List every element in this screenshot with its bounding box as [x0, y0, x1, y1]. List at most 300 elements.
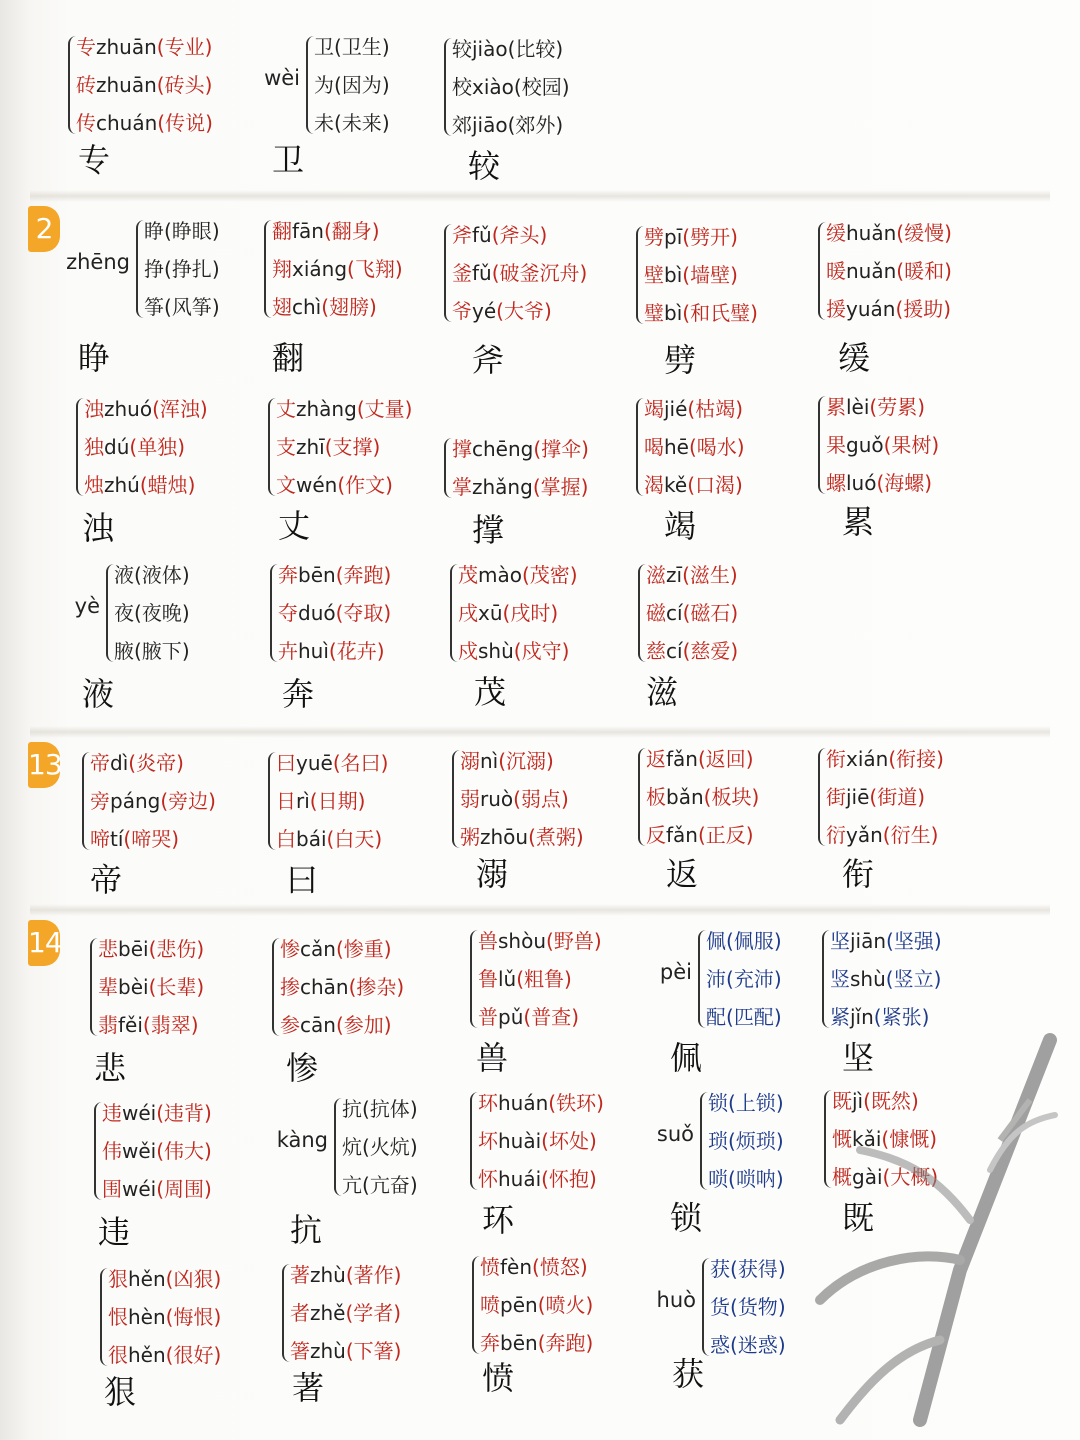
character: 兽 [478, 929, 498, 953]
character: 普 [478, 1005, 498, 1029]
brace-bracket [334, 1098, 342, 1196]
pinyin: zhuó [104, 397, 153, 421]
paren-close: ) [204, 35, 213, 59]
key-character: 惨 [286, 1049, 319, 1087]
example-word: 口渴 [695, 473, 735, 497]
paren-open: ( [895, 297, 904, 321]
paren-close: ) [775, 1167, 784, 1191]
shared-pinyin: huò [656, 1288, 696, 1312]
paren-open: ( [882, 1165, 891, 1189]
paren-close: ) [730, 601, 739, 625]
example-word: 参加 [343, 1013, 384, 1037]
example-word: 劈开 [690, 225, 731, 249]
paren-close: ) [196, 975, 205, 999]
char-group [656, 1084, 784, 1198]
pinyin: páng [110, 789, 161, 813]
character: 佩 [706, 929, 726, 953]
char-entry [478, 998, 602, 1036]
paren-close: ) [588, 1167, 597, 1191]
key-character: 浊 [82, 509, 115, 547]
char-entry [708, 1160, 784, 1198]
char-list [268, 744, 388, 858]
char-entry [706, 922, 782, 960]
character: 掌 [452, 475, 472, 499]
example-word: 学者 [353, 1301, 394, 1325]
paren-close: ) [933, 929, 942, 953]
brace-bracket [450, 564, 458, 662]
example-word: 大概 [890, 1165, 931, 1189]
paren-open: ( [337, 473, 346, 497]
paren-close: ) [775, 1091, 784, 1115]
char-entry [276, 466, 412, 504]
brace-bracket [94, 1102, 102, 1200]
paren-open: ( [334, 111, 342, 135]
char-group [82, 744, 216, 858]
example-word: 迷惑 [737, 1333, 778, 1357]
char-entry [478, 1084, 604, 1122]
paren-open: ( [726, 967, 734, 991]
character: 夜 [114, 601, 134, 625]
example-word: 戌时 [510, 601, 551, 625]
brace-bracket [444, 38, 452, 136]
paren-open: ( [157, 111, 166, 135]
brace-bracket [702, 1258, 710, 1356]
character: 街 [826, 785, 846, 809]
paren-open: ( [728, 1091, 736, 1115]
character: 坏 [478, 1129, 498, 1153]
pinyin: shù [478, 639, 514, 663]
example-word: 煮粥 [535, 825, 576, 849]
paren-close: ) [579, 1255, 588, 1279]
example-word: 卫生 [341, 35, 382, 59]
character: 茂 [458, 563, 478, 587]
paren-close: ) [383, 563, 392, 587]
example-word: 亢奋 [369, 1173, 410, 1197]
char-entry [278, 632, 391, 670]
paren-close: ) [944, 221, 952, 245]
example-word: 磁石 [690, 601, 731, 625]
paren-close: ) [777, 1257, 786, 1281]
example-word: 铁环 [556, 1091, 597, 1115]
char-list [444, 216, 587, 330]
char-list [470, 922, 602, 1036]
char-entry [460, 780, 584, 818]
char-group [450, 556, 578, 670]
paren-open: ( [697, 823, 706, 847]
paren-close: ) [383, 937, 392, 961]
char-entry [646, 778, 759, 816]
character: 翡 [98, 1013, 118, 1037]
paren-close: ) [539, 223, 548, 247]
character: 挣 [144, 257, 164, 281]
example-word: 坏处 [548, 1129, 589, 1153]
pinyin: wéi [122, 1101, 157, 1125]
key-character: 违 [98, 1213, 131, 1251]
brace-bracket [444, 224, 452, 322]
paren-open: ( [728, 1129, 736, 1153]
brace-bracket [636, 226, 644, 324]
brace-bracket [272, 938, 280, 1036]
character: 炕 [342, 1135, 362, 1159]
pinyin: huán [498, 1091, 549, 1115]
paren-open: ( [521, 563, 530, 587]
character: 戌 [458, 601, 478, 625]
character: 璧 [644, 301, 664, 325]
brace-bracket [470, 930, 478, 1028]
paren-open: ( [537, 1331, 546, 1355]
char-list [818, 388, 939, 502]
example-word: 很好 [173, 1343, 214, 1367]
paren-open: ( [139, 473, 148, 497]
section-divider [30, 904, 1050, 916]
pinyin: huài [498, 1129, 542, 1153]
char-entry [452, 106, 570, 144]
char-entry [84, 428, 208, 466]
paren-open: ( [682, 563, 690, 587]
paren-open: ( [134, 639, 142, 663]
example-word: 斧头 [499, 223, 540, 247]
char-entry [342, 1128, 418, 1166]
paren-close: ) [213, 1267, 222, 1291]
example-word: 炎帝 [136, 751, 177, 775]
char-entry [272, 250, 403, 288]
character: 磁 [646, 601, 666, 625]
pinyin: cí [666, 601, 683, 625]
pinyin: zhuān [96, 73, 157, 97]
char-group [444, 216, 587, 330]
character: 腋 [114, 639, 134, 663]
char-entry [144, 212, 220, 250]
char-list [472, 1248, 593, 1362]
character: 慈 [646, 639, 666, 663]
paren-open: ( [523, 1005, 532, 1029]
character: 唢 [708, 1167, 728, 1191]
example-word: 戍守 [521, 639, 562, 663]
char-list [94, 1094, 212, 1208]
pinyin: hěn [128, 1267, 166, 1291]
brace-bracket [470, 1092, 478, 1190]
paren-close: ) [357, 789, 366, 813]
char-entry [480, 1324, 593, 1362]
char-entry [108, 1260, 221, 1298]
pinyin: dú [104, 435, 130, 459]
character: 夺 [278, 601, 298, 625]
pinyin: fǎn [666, 823, 698, 847]
paren-open: ( [537, 1293, 546, 1317]
character: 传 [76, 111, 96, 135]
example-word: 野兽 [553, 929, 594, 953]
pinyin: shòu [498, 929, 547, 953]
example-word: 翻身 [331, 219, 372, 243]
key-character: 佩 [670, 1039, 703, 1077]
char-entry [276, 390, 412, 428]
char-entry [290, 1256, 401, 1294]
paren-open: ( [165, 1305, 174, 1329]
char-list [702, 1250, 786, 1364]
paren-close: ) [751, 785, 760, 809]
paren-open: ( [896, 259, 905, 283]
pinyin: huái [498, 1167, 542, 1191]
paren-open: ( [873, 1005, 882, 1029]
paren-open: ( [888, 747, 897, 771]
paren-close: ) [176, 751, 184, 775]
pinyin: nuǎn [846, 259, 897, 283]
example-word: 夺取 [343, 601, 384, 625]
brace-bracket [282, 1264, 290, 1362]
example-word: 周围 [164, 1177, 205, 1201]
pinyin: pǔ [498, 1005, 524, 1029]
char-list [82, 744, 216, 858]
character: 液 [114, 563, 134, 587]
paren-close: ) [745, 747, 754, 771]
char-entry [478, 960, 602, 998]
char-group [90, 930, 204, 1044]
example-word: 喝水 [696, 435, 737, 459]
char-entry [276, 820, 388, 858]
char-group [818, 214, 952, 328]
char-entry [646, 816, 759, 854]
char-entry [710, 1250, 786, 1288]
paren-open: ( [160, 789, 169, 813]
paren-close: ) [775, 1129, 784, 1153]
character: 琐 [708, 1129, 728, 1153]
paren-close: ) [372, 435, 381, 459]
shared-pinyin: zhēng [66, 250, 130, 274]
example-word: 浑浊 [159, 397, 200, 421]
pinyin: yuē [296, 751, 333, 775]
char-group [818, 388, 939, 502]
paren-open: ( [362, 1135, 370, 1159]
paren-open: ( [882, 823, 891, 847]
paren-open: ( [123, 827, 132, 851]
pinyin: nì [480, 749, 499, 773]
char-entry [102, 1170, 212, 1208]
character: 劈 [644, 225, 664, 249]
char-list [76, 390, 208, 504]
paren-open: ( [513, 787, 521, 811]
paren-close: ) [211, 257, 220, 281]
paren-close: ) [205, 111, 213, 135]
char-list [264, 212, 403, 326]
char-entry [646, 556, 738, 594]
key-character: 狠 [104, 1373, 137, 1411]
example-word: 啼哭 [131, 827, 172, 851]
paren-close: ) [931, 433, 940, 457]
pinyin: pēn [500, 1293, 538, 1317]
character: 愤 [480, 1255, 500, 1279]
paren-open: ( [345, 1339, 354, 1363]
paren-open: ( [321, 295, 330, 319]
char-entry [646, 632, 738, 670]
char-entry [278, 556, 391, 594]
brace-bracket [818, 748, 826, 846]
example-word: 下箸 [353, 1339, 394, 1363]
example-word: 紧张 [881, 1005, 922, 1029]
paren-open: ( [869, 785, 878, 809]
key-character: 抗 [290, 1211, 323, 1249]
paren-close: ) [933, 967, 942, 991]
char-entry [478, 922, 602, 960]
char-group [74, 556, 190, 670]
paren-open: ( [532, 475, 541, 499]
char-entry [144, 288, 220, 326]
paren-close: ) [181, 639, 190, 663]
char-entry [290, 1294, 401, 1332]
char-entry [826, 214, 952, 252]
character: 竖 [830, 967, 850, 991]
pinyin: luó [846, 471, 877, 495]
paren-close: ) [735, 397, 744, 421]
paren-open: ( [323, 219, 332, 243]
brace-bracket [136, 220, 144, 318]
character: 翅 [272, 295, 292, 319]
char-list [282, 1256, 401, 1370]
char-entry [646, 740, 759, 778]
char-entry [342, 1166, 418, 1204]
example-word: 愤怒 [539, 1255, 580, 1279]
paren-open: ( [334, 73, 342, 97]
paren-close: ) [943, 297, 952, 321]
paren-close: ) [211, 295, 220, 319]
paren-close: ) [369, 295, 377, 319]
paren-open: ( [496, 299, 504, 323]
paren-close: ) [393, 1339, 402, 1363]
paren-close: ) [564, 967, 572, 991]
pinyin: fǔ [472, 223, 492, 247]
pinyin: zhě [310, 1301, 346, 1325]
pinyin: fǎn [666, 747, 698, 771]
brace-bracket [264, 220, 272, 318]
character: 文 [276, 473, 296, 497]
paren-close: ) [745, 823, 754, 847]
example-word: 单独 [137, 435, 178, 459]
char-entry [826, 778, 944, 816]
paren-close: ) [404, 397, 413, 421]
brace-bracket [68, 36, 76, 134]
paren-close: ) [204, 1101, 212, 1125]
character: 为 [314, 73, 334, 97]
character: 伟 [102, 1139, 122, 1163]
paren-open: ( [502, 601, 511, 625]
pinyin: xū [478, 601, 503, 625]
paren-close: ) [409, 1135, 418, 1159]
char-entry [114, 556, 190, 594]
paren-open: ( [546, 929, 554, 953]
paren-close: ) [773, 1005, 782, 1029]
character: 溺 [460, 749, 480, 773]
pinyin: lǔ [498, 967, 517, 991]
paren-close: ) [211, 219, 220, 243]
paren-open: ( [532, 1255, 540, 1279]
paren-close: ) [750, 301, 758, 325]
pinyin: cān [300, 1013, 336, 1037]
pinyin: gài [852, 1165, 883, 1189]
example-word: 伟大 [164, 1139, 205, 1163]
brace-bracket [818, 222, 826, 320]
example-word: 和氏璧 [690, 301, 751, 325]
char-entry [826, 740, 944, 778]
pinyin: bì [664, 263, 683, 287]
example-word: 奔跑 [343, 563, 384, 587]
character: 掺 [280, 975, 300, 999]
example-word: 劳累 [877, 395, 918, 419]
paren-open: ( [345, 1301, 354, 1325]
character: 紧 [830, 1005, 850, 1029]
char-entry [644, 428, 745, 466]
character: 喷 [480, 1293, 500, 1317]
example-word: 暖和 [904, 259, 945, 283]
character: 渴 [644, 473, 664, 497]
lesson-badge: 14 [28, 920, 60, 966]
char-entry [460, 742, 584, 780]
character: 丈 [276, 397, 296, 421]
key-character: 滋 [646, 673, 679, 711]
example-word: 翅膀 [329, 295, 370, 319]
paren-open: ( [688, 435, 697, 459]
example-word: 粗鲁 [524, 967, 565, 991]
example-word: 沉溺 [506, 749, 547, 773]
paren-close: ) [204, 1177, 212, 1201]
char-list [334, 1090, 418, 1204]
char-entry [458, 594, 578, 632]
paren-close: ) [381, 73, 390, 97]
character: 郊 [452, 113, 472, 137]
char-group [638, 556, 738, 670]
example-word: 翡翠 [150, 1013, 191, 1037]
character: 获 [710, 1257, 730, 1281]
char-entry [826, 290, 952, 328]
paren-open: ( [362, 1097, 370, 1121]
paren-open: ( [697, 747, 706, 771]
char-entry [708, 1084, 784, 1122]
example-word: 名曰 [340, 751, 381, 775]
paren-open: ( [886, 929, 894, 953]
key-character: 帝 [90, 861, 123, 899]
pinyin: hē [664, 435, 689, 459]
key-character: 睁 [78, 339, 111, 377]
character: 概 [832, 1165, 852, 1189]
character: 戍 [458, 639, 478, 663]
char-entry [708, 1122, 784, 1160]
paren-open: ( [156, 1101, 165, 1125]
char-list [268, 390, 412, 504]
paren-close: ) [181, 601, 190, 625]
key-character: 撑 [472, 511, 505, 549]
paren-open: ( [533, 437, 542, 461]
paren-close: ) [394, 257, 403, 281]
paren-open: ( [516, 967, 525, 991]
section-divider [30, 190, 1050, 202]
char-entry [480, 1248, 593, 1286]
char-group [638, 740, 759, 854]
key-character: 著 [292, 1369, 325, 1407]
char-group [636, 390, 745, 504]
paren-close: ) [393, 1263, 402, 1287]
example-word: 惨重 [343, 937, 384, 961]
character: 喝 [644, 435, 664, 459]
pinyin: yǎn [846, 823, 883, 847]
example-word: 校园 [521, 75, 562, 99]
pinyin: mào [478, 563, 522, 587]
char-list [450, 556, 578, 670]
paren-close: ) [374, 827, 383, 851]
paren-open: ( [156, 1177, 165, 1201]
char-entry [76, 104, 213, 142]
char-entry [710, 1288, 786, 1326]
paren-open: ( [728, 1167, 736, 1191]
paren-close: ) [383, 601, 392, 625]
char-entry [452, 30, 570, 68]
